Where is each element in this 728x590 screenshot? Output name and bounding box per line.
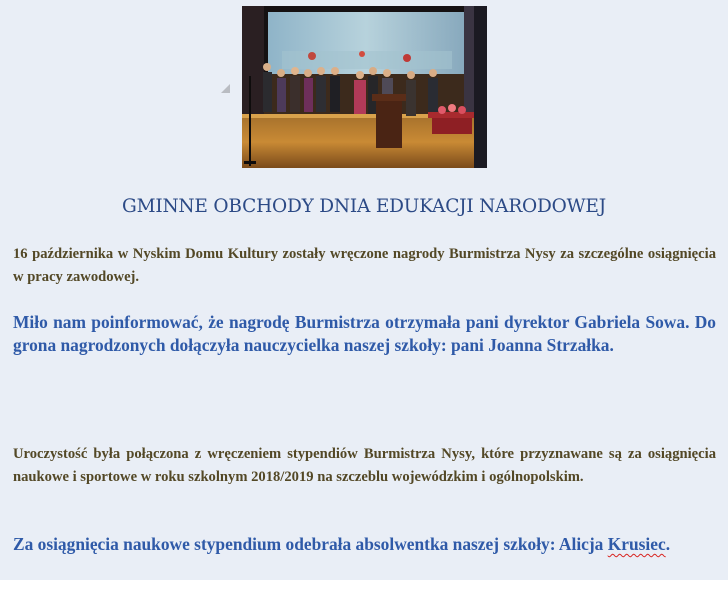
paragraph-scholarship-recipient (13, 533, 716, 556)
paragraph-awards: 16 października w Nyskim Domu Kultury zostały wręczone nagrody Burmistrza Nysy za szczególne osiągnięcia w pracy zawodowej. (13, 246, 716, 285)
paragraph-nominees: Miło nam poinformować, że nagrodę Burmistrza otrzymała pani dyrektor Gabriela Sowa. Do grona nagrodzonych dołączyła nauczycielka naszej szkoły: pani Joanna Strzałka. (13, 312, 716, 355)
page-bottom-margin (0, 580, 728, 590)
ceremony-photo-image (242, 6, 487, 168)
article-title: GMINNE OBCHODY DNIA EDUKACJI NARODOWEJ (122, 196, 606, 217)
paragraph-recipient-end: . (665, 534, 671, 554)
paragraph-recipient-text: Za osiągnięcia naukowe stypendium odebrała absolwentka naszej szkoły: Alicja (13, 534, 608, 554)
paragraph-scholarships: Uroczystość była połączona z wręczeniem stypendiów Burmistrza Nysy, które przyznawane są za osiągnięcia naukowe i sportowe w roku szkolnym 2018/2019 na szczeblu wojewódzkim i ogólnopolskim. (13, 446, 716, 485)
resize-handle-icon[interactable] (221, 84, 230, 93)
spellcheck-flagged-word[interactable]: Krusiec (607, 534, 666, 554)
ceremony-photo[interactable] (242, 6, 487, 168)
